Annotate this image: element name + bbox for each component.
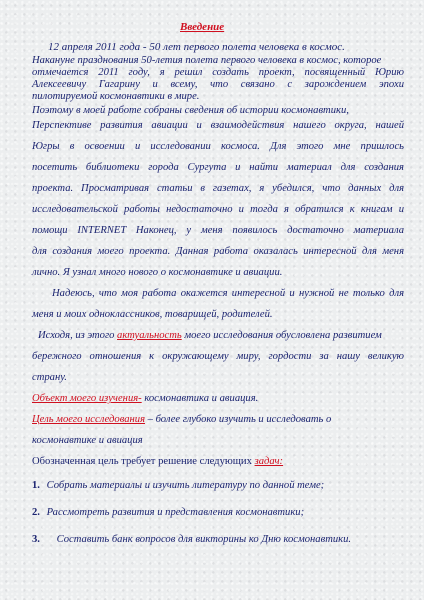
paragraph-line: лично. Я узнал много нового о космонавтике и авиации. [32,267,283,278]
paragraph-line: исследовательской работы недостаточно и тогда я обратился к книгам и [32,204,404,215]
paragraph-line: космонавтике и авиация [32,435,143,446]
goal-text: – более глубоко изучить и исследовать о [145,414,332,425]
goal-line [32,414,404,426]
relevance-line [38,330,404,342]
list-number: 3. [32,534,40,545]
paragraph-line: Надеюсь, что моя работа окажется интересной и нужной не только для [52,288,404,299]
relevance-keyword: актуальность [117,330,182,341]
paragraph-line: бережного отношения к окружающему миру, гордости за нашу великую [32,351,404,362]
list-number: 2. [32,507,40,518]
intro-date-line: 12 апреля 2011 года - 50 лет первого полета человека в космос. [48,41,345,53]
paragraph-line: для создания моего проекта. Данная работа оказалась интересной для меня [32,246,404,257]
paragraph-line: пилотируемой космонавтики в мире. [32,91,200,102]
list-text: Составить банк вопросов для викторины ко Дню космонавтики. [56,534,352,545]
relevance-prefix: Исходя, из этого [38,330,118,341]
paragraph-line: Перспективе развития авиации и взаимодействия нашего округа, нашей [32,120,404,131]
object-text: космонавтика и авиация. [141,393,259,404]
list-item [32,534,351,546]
paragraph-line: Югры в освоении и исследовании космоса. Для этого мне пришлось [32,141,404,152]
paragraph-line: помощи INTERNET Наконец, у меня появилось достаточно материала [32,225,404,236]
page-title: Введение [180,21,225,33]
list-text: Собрать материалы и изучить литературу по данной теме; [46,480,325,491]
goal-keyword: Цель моего исследования [32,414,145,425]
object-keyword: Объект моего изучения- [32,393,142,404]
paragraph-line: Алексеевичу Гагарину и всему, что связано с зарождением эпохи [32,79,404,90]
tasks-prefix: Обозначенная цель требует решение следующих [32,456,255,467]
paragraph-line: посетить библиотеки города Сургута и найти материал для создания [32,162,404,173]
list-number: 1. [32,480,40,491]
paragraph-line: Накануне празднования 50-летия полета первого человека в космос, которое [32,55,382,66]
paragraph-line: проекта. Просматривая статьи в газетах, я убедился, что данных для [32,183,404,194]
list-item [32,507,304,519]
object-line [32,393,258,405]
paragraph-line: страну. [32,372,67,383]
paragraph-line: меня и моих одноклассников, товарищей, родителей. [32,309,273,320]
paragraph-line: Поэтому в моей работе собраны сведения об истории космонавтики, [32,105,349,116]
list-text: Рассмотреть развития и представления космонавтики; [46,507,305,518]
tasks-line [32,456,283,468]
relevance-suffix: моего исследования обусловлена развитием [181,330,382,341]
tasks-keyword: задач: [254,456,284,467]
list-item [32,480,324,492]
paragraph-line: отмечается 2011 году, я решил создать проект, посвященный Юрию [32,67,404,78]
